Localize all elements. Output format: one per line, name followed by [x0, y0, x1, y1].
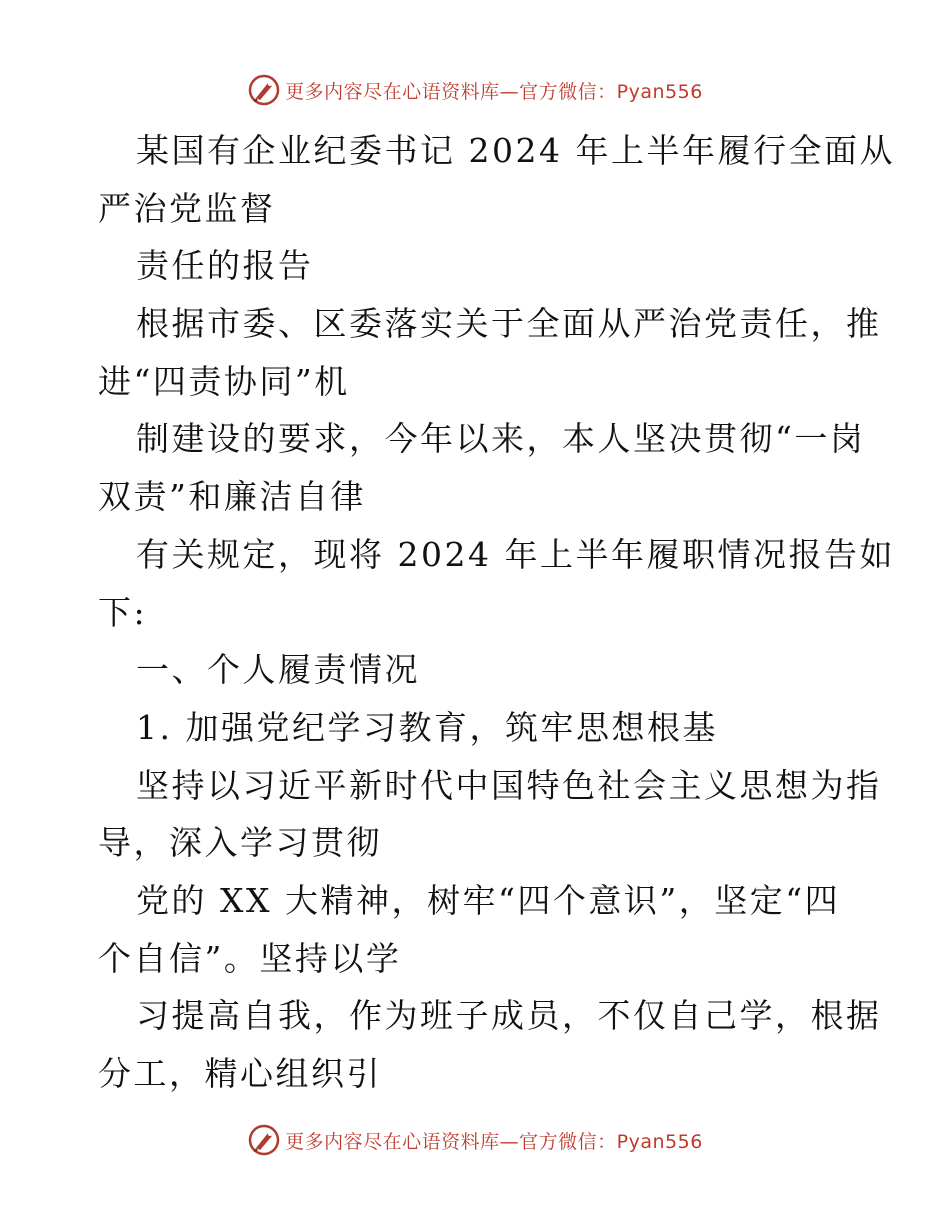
text-line: 制建设的要求，今年以来，本人坚决贯彻“一岗 [136, 419, 866, 459]
text-line: 党的 XX 大精神，树牢“四个意识”，坚定“四 [136, 880, 841, 920]
text-line: 根据市委、区委落实关于全面从严治党责任，推 [136, 304, 882, 344]
header-banner [0, 70, 950, 110]
text-line: 个自信”。坚持以学 [98, 938, 402, 978]
text-line: 责任的报告 [136, 246, 314, 286]
text-line: 有关规定，现将 2024 年上半年履职情况报告如 [136, 534, 895, 574]
text-line: 1. 加强党纪学习教育，筑牢思想根基 [136, 707, 718, 747]
text-line: 严治党监督 [98, 188, 276, 228]
text-line: 双责”和廉洁自律 [98, 477, 366, 517]
text-line: 习提高自我，作为班子成员，不仅自己学，根据 [136, 996, 882, 1036]
footer-banner [0, 1120, 950, 1160]
banner-text: 更多内容尽在心语资料库—官方微信：Pyan556 [285, 80, 703, 103]
text-line: 一、个人履责情况 [136, 650, 420, 690]
text-line: 导，深入学习贯彻 [98, 823, 382, 863]
text-line: 进“四责协同”机 [98, 361, 350, 401]
pen-nib-logo-icon [247, 1123, 281, 1157]
text-line: 坚持以习近平新时代中国特色社会主义思想为指 [136, 765, 882, 805]
text-line: 分工，精心组织引 [98, 1054, 382, 1093]
text-line: 某国有企业纪委书记 2024 年上半年履行全面从 [136, 131, 895, 170]
document-body [98, 122, 895, 1103]
text-line: 下: [98, 592, 148, 632]
banner-text: 更多内容尽在心语资料库—官方微信：Pyan556 [285, 1130, 703, 1153]
pen-nib-logo-icon [247, 73, 281, 107]
